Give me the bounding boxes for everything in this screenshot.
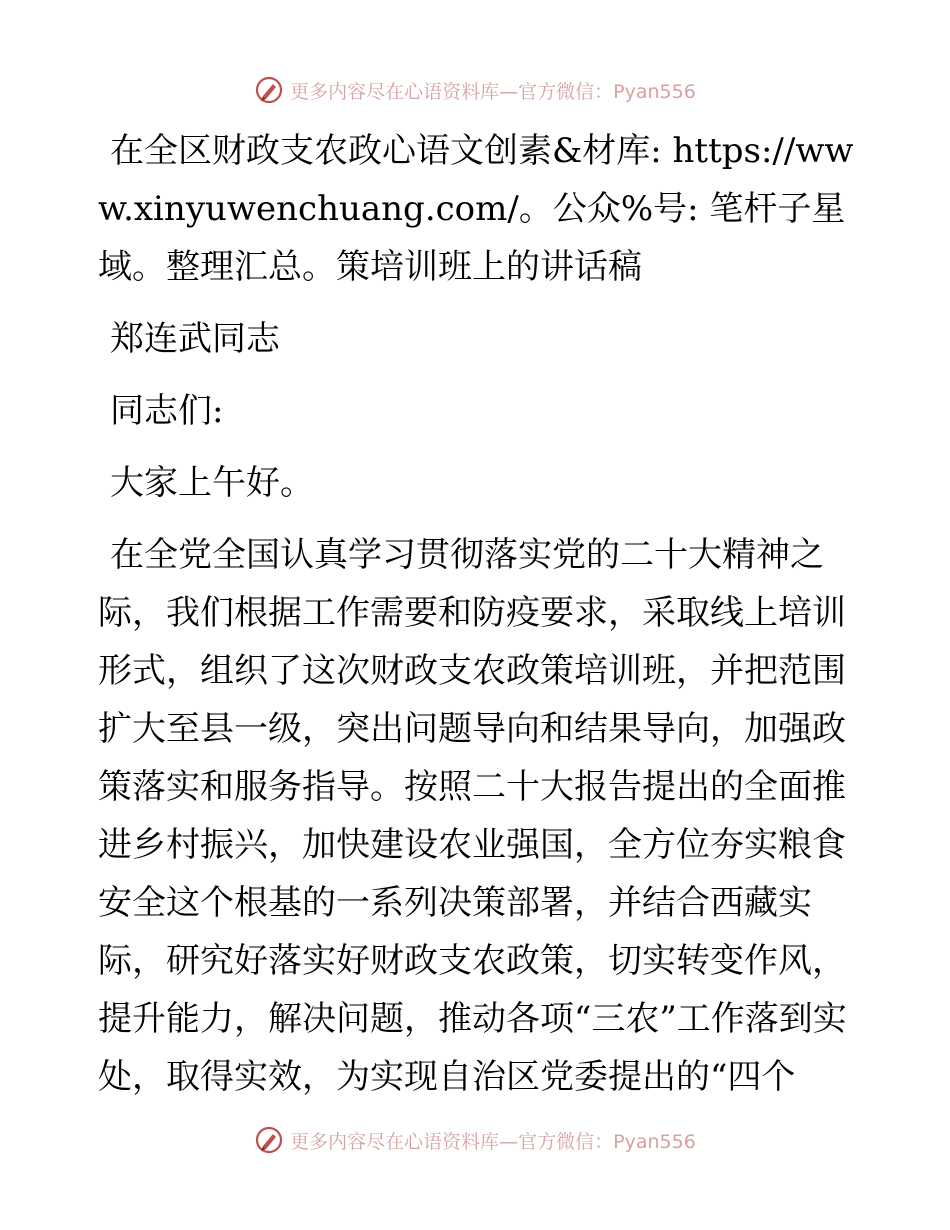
watermark-wechat-id: Pyan556 (613, 1130, 696, 1153)
watermark-text: 更多内容尽在心语资料库—官方微信：Pyan556 (290, 80, 696, 103)
pen-logo-icon (254, 1125, 284, 1155)
greeting: 大家上午好。 (110, 463, 314, 503)
pen-logo-icon (254, 75, 284, 105)
watermark-text: 更多内容尽在心语资料库—官方微信：Pyan556 (290, 1130, 696, 1153)
speaker-name: 郑连武同志 (110, 319, 280, 359)
document-intro: 在全区财政支农政心语文创素&材库: https://www.xinyuwenchuang.com/。公众%号: 笔杆子星域。整理汇总。策培训班上的讲话稿 (98, 131, 854, 287)
footer-watermark (0, 1122, 950, 1158)
salutation: 同志们: (110, 391, 224, 431)
body-paragraph: 在全党全国认真学习贯彻落实党的二十大精神之际，我们根据工作需要和防疫要求，采取线上培训形式，组织了这次财政支农政策培训班，并把范围扩大至县一级，突出问题导向和结果导向，加强政策落实和服务指导。按照二十大报告提出的全面推进乡村振兴，加快建设农业强国，全方位夯实粮食安全这个根基的一系列决策部署，并结合西藏实际，研究好落实好财政支农政策，切实转变作风，提升能力，解决问题，推动各项“三农”工作落到实处，取得实效，为实现自治区党委提出的“四个 (98, 535, 847, 1097)
document-body (98, 122, 858, 1106)
watermark-wechat-id: Pyan556 (613, 80, 696, 103)
header-watermark (0, 72, 950, 108)
